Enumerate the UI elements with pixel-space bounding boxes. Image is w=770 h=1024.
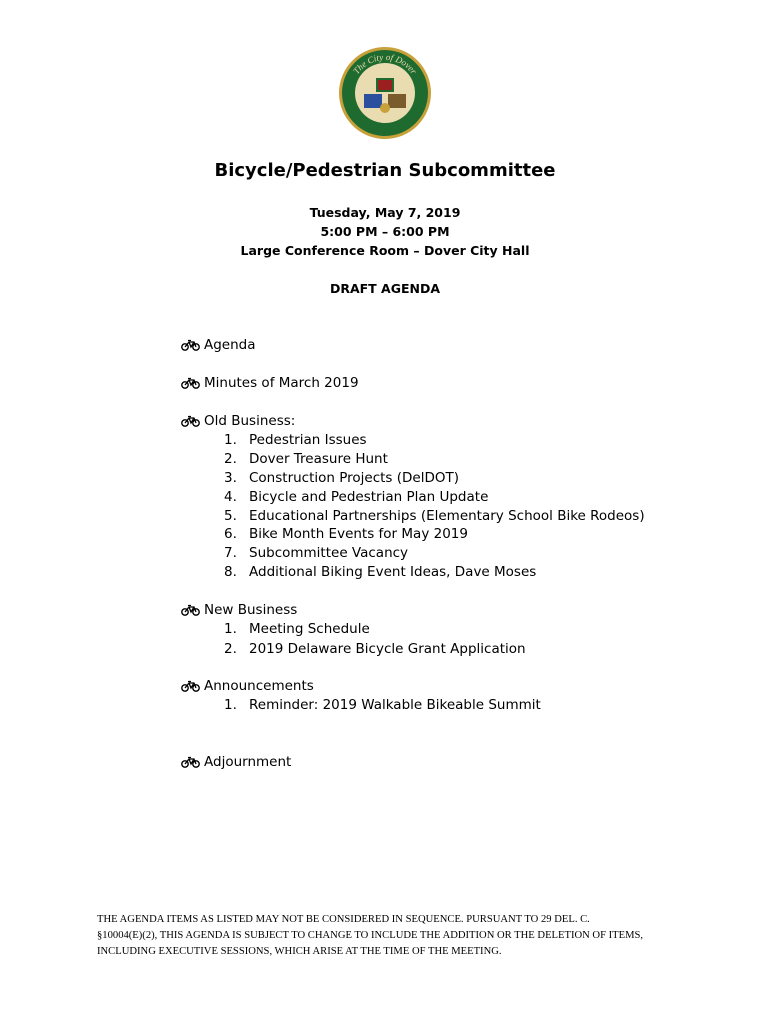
agenda-item-label: Announcements	[204, 678, 314, 694]
legal-footer	[97, 912, 673, 960]
meeting-location: Large Conference Room – Dover City Hall	[240, 243, 530, 258]
agenda-item-label: Agenda	[204, 337, 256, 353]
bicycle-icon	[181, 680, 201, 692]
seal-top-text: The City of Dover	[351, 51, 419, 76]
seal-bottom-text: Delaware	[369, 112, 401, 125]
agenda-item-label: Old Business:	[204, 413, 296, 429]
agenda-item-label: New Business	[204, 602, 298, 618]
list-item: 4. Bicycle and Pedestrian Plan Update	[224, 489, 489, 505]
bicycle-icon	[181, 415, 201, 427]
list-item: 2. Dover Treasure Hunt	[224, 451, 388, 467]
list-item: 1. Reminder: 2019 Walkable Bikeable Summit	[224, 697, 541, 713]
meeting-time: 5:00 PM – 6:00 PM	[320, 224, 450, 239]
agenda-item-label: Minutes of March 2019	[204, 375, 359, 391]
footer-line: INCLUDING EXECUTIVE SESSIONS, WHICH ARISE AT THE TIME OF THE MEETING.	[97, 946, 502, 957]
agenda-item-adjournment	[181, 754, 291, 770]
agenda-heading: DRAFT AGENDA	[329, 281, 441, 296]
agenda-item-new-business	[181, 602, 297, 618]
bicycle-icon	[181, 756, 201, 768]
agenda-item-label: Adjournment	[204, 754, 292, 770]
city-seal-logo	[338, 46, 432, 140]
list-item: 7. Subcommittee Vacancy	[224, 545, 409, 561]
list-item: 5. Educational Partnerships (Elementary School Bike Rodeos)	[224, 508, 645, 524]
footer-line: THE AGENDA ITEMS AS LISTED MAY NOT BE CONSIDERED IN SEQUENCE. PURSUANT TO 29 DEL. C.	[97, 914, 590, 925]
meeting-date: Tuesday, May 7, 2019	[309, 205, 461, 220]
list-item: 2. 2019 Delaware Bicycle Grant Application	[224, 641, 526, 657]
list-item: 8. Additional Biking Event Ideas, Dave Moses	[224, 564, 537, 580]
page-title: Bicycle/Pedestrian Subcommittee	[214, 160, 556, 181]
list-item: 3. Construction Projects (DelDOT)	[224, 470, 460, 486]
footer-line: §10004(E)(2), THIS AGENDA IS SUBJECT TO CHANGE TO INCLUDE THE ADDITION OR THE DELETION OF ITEMS,	[97, 930, 644, 941]
agenda-item-agenda	[181, 337, 256, 353]
bicycle-icon	[181, 604, 201, 616]
agenda-item-old-business	[181, 413, 295, 429]
agenda-item-announcements	[181, 678, 314, 694]
list-item: 1. Pedestrian Issues	[224, 432, 367, 448]
list-item: 1. Meeting Schedule	[224, 621, 370, 637]
bicycle-icon	[181, 377, 201, 389]
list-item: 6. Bike Month Events for May 2019	[224, 526, 468, 542]
agenda-item-minutes	[181, 375, 359, 391]
bicycle-icon	[181, 339, 201, 351]
